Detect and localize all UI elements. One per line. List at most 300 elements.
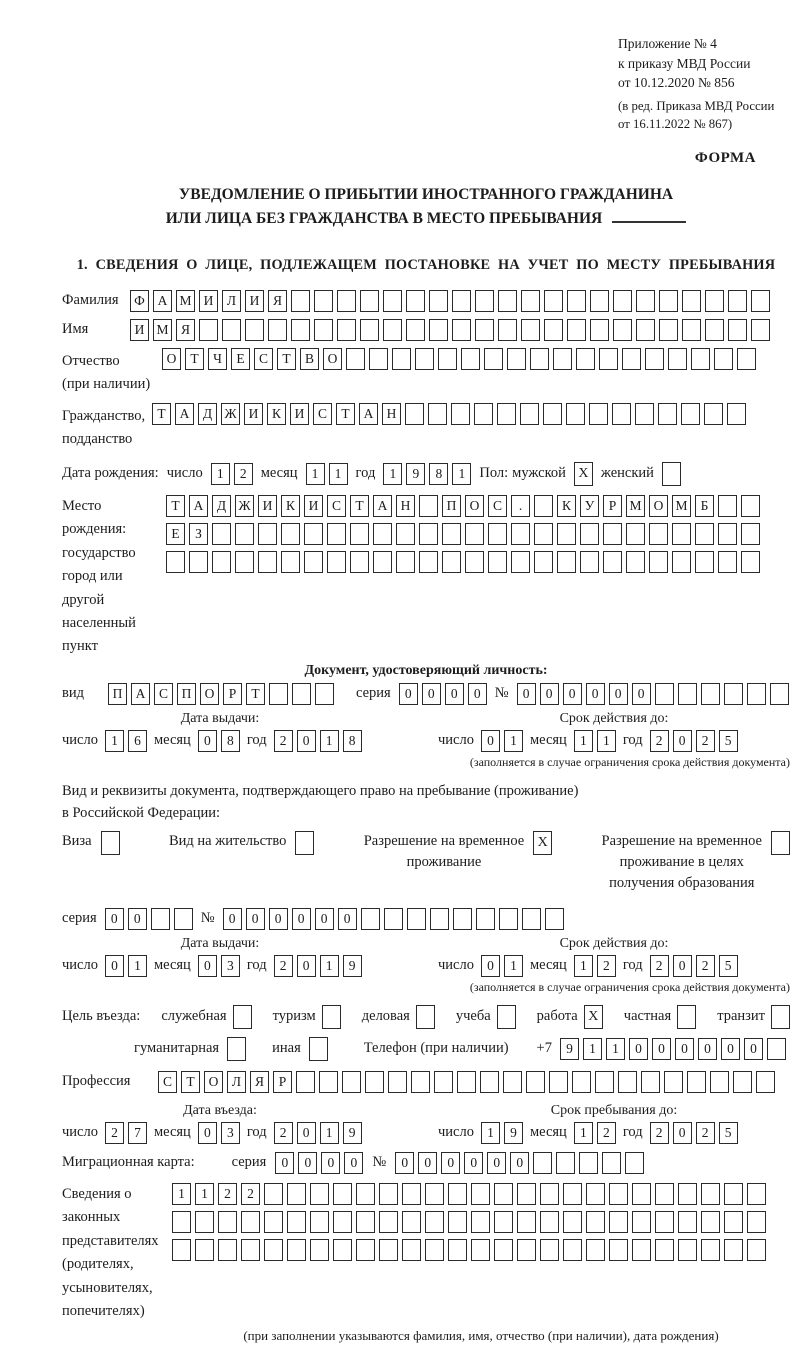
char-box[interactable] bbox=[452, 319, 471, 341]
char-box[interactable] bbox=[315, 683, 334, 705]
char-box[interactable] bbox=[507, 348, 526, 370]
char-box[interactable] bbox=[659, 290, 678, 312]
char-box[interactable] bbox=[520, 403, 539, 425]
char-box[interactable]: 1 bbox=[195, 1183, 214, 1205]
char-box[interactable]: 1 bbox=[306, 463, 325, 485]
char-box[interactable]: 1 bbox=[128, 955, 147, 977]
char-box[interactable] bbox=[406, 290, 425, 312]
char-box[interactable]: Н bbox=[382, 403, 401, 425]
char-box[interactable] bbox=[392, 348, 411, 370]
char-box[interactable]: Ч bbox=[208, 348, 227, 370]
char-box[interactable] bbox=[553, 348, 572, 370]
char-box[interactable] bbox=[613, 319, 632, 341]
char-box[interactable] bbox=[407, 908, 426, 930]
char-box[interactable]: Я bbox=[268, 290, 287, 312]
char-box[interactable]: 9 bbox=[343, 1122, 362, 1144]
char-box[interactable] bbox=[549, 1071, 568, 1093]
char-box[interactable] bbox=[705, 290, 724, 312]
char-box[interactable]: 0 bbox=[275, 1152, 294, 1174]
char-box[interactable]: С bbox=[158, 1071, 177, 1093]
char-box[interactable] bbox=[511, 523, 530, 545]
char-box[interactable] bbox=[540, 1183, 559, 1205]
char-box[interactable] bbox=[494, 1239, 513, 1261]
char-box[interactable] bbox=[361, 908, 380, 930]
char-box[interactable] bbox=[497, 403, 516, 425]
char-box[interactable] bbox=[356, 1211, 375, 1233]
char-box[interactable] bbox=[333, 1183, 352, 1205]
char-box[interactable]: О bbox=[649, 495, 668, 517]
char-box[interactable] bbox=[419, 551, 438, 573]
char-box[interactable] bbox=[465, 551, 484, 573]
char-box[interactable]: 2 bbox=[105, 1122, 124, 1144]
char-box[interactable]: Т bbox=[152, 403, 171, 425]
char-box[interactable]: Б bbox=[695, 495, 714, 517]
char-box[interactable] bbox=[747, 683, 766, 705]
char-box[interactable] bbox=[563, 1211, 582, 1233]
char-box[interactable]: 0 bbox=[399, 683, 418, 705]
char-box[interactable] bbox=[499, 908, 518, 930]
char-box[interactable]: 0 bbox=[297, 1122, 316, 1144]
char-box[interactable]: 2 bbox=[650, 730, 669, 752]
char-box[interactable] bbox=[618, 1071, 637, 1093]
char-box[interactable]: Е bbox=[166, 523, 185, 545]
char-box[interactable]: С bbox=[254, 348, 273, 370]
checkbox-cell[interactable] bbox=[416, 1005, 435, 1029]
char-box[interactable]: 1 bbox=[105, 730, 124, 752]
char-box[interactable] bbox=[304, 551, 323, 573]
char-box[interactable] bbox=[691, 348, 710, 370]
char-box[interactable] bbox=[212, 551, 231, 573]
char-box[interactable]: Н bbox=[396, 495, 415, 517]
char-box[interactable] bbox=[733, 1071, 752, 1093]
char-box[interactable] bbox=[543, 403, 562, 425]
char-box[interactable] bbox=[218, 1239, 237, 1261]
checkbox-cell[interactable] bbox=[662, 462, 681, 486]
char-box[interactable] bbox=[342, 1071, 361, 1093]
char-box[interactable] bbox=[580, 523, 599, 545]
char-box[interactable] bbox=[718, 495, 737, 517]
char-box[interactable] bbox=[567, 319, 586, 341]
char-box[interactable] bbox=[737, 348, 756, 370]
checkbox-cell[interactable] bbox=[771, 831, 790, 855]
char-box[interactable]: К bbox=[267, 403, 286, 425]
char-box[interactable] bbox=[517, 1239, 536, 1261]
char-box[interactable]: Л bbox=[227, 1071, 246, 1093]
char-box[interactable]: И bbox=[245, 290, 264, 312]
char-box[interactable] bbox=[448, 1183, 467, 1205]
char-box[interactable] bbox=[589, 403, 608, 425]
checkbox-cell[interactable]: X bbox=[533, 831, 552, 855]
char-box[interactable]: С bbox=[327, 495, 346, 517]
char-box[interactable] bbox=[632, 1239, 651, 1261]
char-box[interactable]: О bbox=[204, 1071, 223, 1093]
char-box[interactable] bbox=[659, 319, 678, 341]
char-box[interactable] bbox=[448, 1211, 467, 1233]
char-box[interactable]: М bbox=[626, 495, 645, 517]
char-box[interactable]: 0 bbox=[128, 908, 147, 930]
checkbox-cell[interactable] bbox=[227, 1037, 246, 1061]
char-box[interactable] bbox=[609, 1183, 628, 1205]
char-box[interactable] bbox=[360, 290, 379, 312]
char-box[interactable] bbox=[636, 290, 655, 312]
char-box[interactable]: 0 bbox=[246, 908, 265, 930]
char-box[interactable] bbox=[480, 1071, 499, 1093]
char-box[interactable] bbox=[718, 551, 737, 573]
char-box[interactable] bbox=[484, 348, 503, 370]
char-box[interactable]: М bbox=[176, 290, 195, 312]
char-box[interactable] bbox=[425, 1183, 444, 1205]
char-box[interactable] bbox=[471, 1183, 490, 1205]
char-box[interactable]: У bbox=[580, 495, 599, 517]
char-box[interactable]: Я bbox=[250, 1071, 269, 1093]
char-box[interactable]: 9 bbox=[560, 1038, 579, 1060]
char-box[interactable]: Д bbox=[198, 403, 217, 425]
char-box[interactable] bbox=[287, 1239, 306, 1261]
char-box[interactable] bbox=[586, 1239, 605, 1261]
char-box[interactable] bbox=[448, 1239, 467, 1261]
char-box[interactable]: 1 bbox=[574, 730, 593, 752]
char-box[interactable] bbox=[471, 1211, 490, 1233]
char-box[interactable]: 2 bbox=[696, 955, 715, 977]
char-box[interactable]: 0 bbox=[315, 908, 334, 930]
char-box[interactable]: 1 bbox=[504, 730, 523, 752]
char-box[interactable] bbox=[586, 1183, 605, 1205]
char-box[interactable]: Р bbox=[223, 683, 242, 705]
char-box[interactable] bbox=[540, 1239, 559, 1261]
char-box[interactable] bbox=[580, 551, 599, 573]
char-box[interactable]: Т bbox=[181, 1071, 200, 1093]
char-box[interactable] bbox=[595, 1071, 614, 1093]
char-box[interactable] bbox=[724, 1211, 743, 1233]
char-box[interactable]: Т bbox=[246, 683, 265, 705]
char-box[interactable]: К bbox=[281, 495, 300, 517]
char-box[interactable] bbox=[292, 683, 311, 705]
char-box[interactable] bbox=[718, 523, 737, 545]
char-box[interactable]: 2 bbox=[274, 1122, 293, 1144]
char-box[interactable] bbox=[291, 290, 310, 312]
char-box[interactable] bbox=[350, 551, 369, 573]
char-box[interactable] bbox=[701, 1239, 720, 1261]
char-box[interactable]: 1 bbox=[606, 1038, 625, 1060]
char-box[interactable] bbox=[442, 551, 461, 573]
char-box[interactable] bbox=[172, 1211, 191, 1233]
char-box[interactable] bbox=[641, 1071, 660, 1093]
char-box[interactable] bbox=[649, 523, 668, 545]
char-box[interactable]: 0 bbox=[609, 683, 628, 705]
char-box[interactable] bbox=[333, 1239, 352, 1261]
char-box[interactable] bbox=[402, 1183, 421, 1205]
char-box[interactable] bbox=[603, 523, 622, 545]
char-box[interactable] bbox=[724, 1239, 743, 1261]
char-box[interactable]: А bbox=[153, 290, 172, 312]
char-box[interactable]: 2 bbox=[597, 955, 616, 977]
char-box[interactable]: 1 bbox=[320, 1122, 339, 1144]
char-box[interactable]: 1 bbox=[574, 955, 593, 977]
char-box[interactable]: Л bbox=[222, 290, 241, 312]
char-box[interactable] bbox=[287, 1183, 306, 1205]
char-box[interactable] bbox=[534, 495, 553, 517]
char-box[interactable]: 5 bbox=[719, 1122, 738, 1144]
char-box[interactable]: 0 bbox=[395, 1152, 414, 1174]
char-box[interactable]: 0 bbox=[468, 683, 487, 705]
char-box[interactable]: 0 bbox=[292, 908, 311, 930]
char-box[interactable] bbox=[672, 523, 691, 545]
char-box[interactable]: 0 bbox=[269, 908, 288, 930]
char-box[interactable] bbox=[645, 348, 664, 370]
char-box[interactable] bbox=[626, 551, 645, 573]
char-box[interactable]: О bbox=[162, 348, 181, 370]
char-box[interactable] bbox=[632, 1211, 651, 1233]
char-box[interactable] bbox=[245, 319, 264, 341]
char-box[interactable] bbox=[166, 551, 185, 573]
char-box[interactable] bbox=[269, 683, 288, 705]
char-box[interactable]: 6 bbox=[128, 730, 147, 752]
char-box[interactable] bbox=[379, 1183, 398, 1205]
char-box[interactable] bbox=[402, 1239, 421, 1261]
char-box[interactable] bbox=[672, 551, 691, 573]
char-box[interactable]: 1 bbox=[597, 730, 616, 752]
char-box[interactable]: 0 bbox=[517, 683, 536, 705]
char-box[interactable]: 0 bbox=[338, 908, 357, 930]
char-box[interactable] bbox=[379, 1239, 398, 1261]
char-box[interactable]: 2 bbox=[234, 463, 253, 485]
char-box[interactable]: Т bbox=[185, 348, 204, 370]
char-box[interactable]: Р bbox=[273, 1071, 292, 1093]
char-box[interactable]: 2 bbox=[650, 955, 669, 977]
char-box[interactable]: 7 bbox=[128, 1122, 147, 1144]
char-box[interactable]: 0 bbox=[675, 1038, 694, 1060]
char-box[interactable] bbox=[471, 1239, 490, 1261]
char-box[interactable] bbox=[649, 551, 668, 573]
char-box[interactable]: Т bbox=[277, 348, 296, 370]
char-box[interactable]: . bbox=[511, 495, 530, 517]
char-box[interactable]: 0 bbox=[540, 683, 559, 705]
char-box[interactable] bbox=[337, 290, 356, 312]
char-box[interactable]: 1 bbox=[504, 955, 523, 977]
char-box[interactable] bbox=[770, 683, 789, 705]
char-box[interactable]: О bbox=[323, 348, 342, 370]
char-box[interactable] bbox=[705, 319, 724, 341]
char-box[interactable] bbox=[310, 1239, 329, 1261]
char-box[interactable] bbox=[557, 523, 576, 545]
char-box[interactable] bbox=[655, 1211, 674, 1233]
char-box[interactable] bbox=[590, 290, 609, 312]
checkbox-cell[interactable] bbox=[295, 831, 314, 855]
checkbox-cell[interactable] bbox=[677, 1005, 696, 1029]
char-box[interactable]: 3 bbox=[221, 1122, 240, 1144]
char-box[interactable] bbox=[350, 523, 369, 545]
char-box[interactable] bbox=[419, 523, 438, 545]
char-box[interactable] bbox=[488, 551, 507, 573]
char-box[interactable] bbox=[517, 1211, 536, 1233]
char-box[interactable] bbox=[402, 1211, 421, 1233]
char-box[interactable] bbox=[695, 551, 714, 573]
char-box[interactable]: Р bbox=[603, 495, 622, 517]
char-box[interactable] bbox=[333, 1211, 352, 1233]
char-box[interactable]: 1 bbox=[583, 1038, 602, 1060]
char-box[interactable] bbox=[373, 523, 392, 545]
char-box[interactable]: А bbox=[175, 403, 194, 425]
char-box[interactable] bbox=[632, 1183, 651, 1205]
char-box[interactable]: П bbox=[442, 495, 461, 517]
char-box[interactable] bbox=[522, 908, 541, 930]
char-box[interactable] bbox=[425, 1239, 444, 1261]
char-box[interactable]: 1 bbox=[481, 1122, 500, 1144]
char-box[interactable]: С bbox=[154, 683, 173, 705]
char-box[interactable] bbox=[461, 348, 480, 370]
char-box[interactable] bbox=[457, 1071, 476, 1093]
char-box[interactable] bbox=[474, 403, 493, 425]
char-box[interactable]: 0 bbox=[673, 955, 692, 977]
char-box[interactable] bbox=[756, 1071, 775, 1093]
char-box[interactable] bbox=[701, 683, 720, 705]
char-box[interactable]: Т bbox=[166, 495, 185, 517]
char-box[interactable] bbox=[151, 908, 170, 930]
char-box[interactable] bbox=[567, 290, 586, 312]
char-box[interactable] bbox=[304, 523, 323, 545]
char-box[interactable]: Ж bbox=[235, 495, 254, 517]
char-box[interactable] bbox=[258, 523, 277, 545]
char-box[interactable] bbox=[189, 551, 208, 573]
char-box[interactable] bbox=[724, 683, 743, 705]
char-box[interactable] bbox=[622, 348, 641, 370]
char-box[interactable] bbox=[557, 551, 576, 573]
char-box[interactable]: 2 bbox=[650, 1122, 669, 1144]
char-box[interactable] bbox=[327, 523, 346, 545]
char-box[interactable] bbox=[655, 683, 674, 705]
char-box[interactable]: 0 bbox=[441, 1152, 460, 1174]
char-box[interactable] bbox=[415, 348, 434, 370]
char-box[interactable] bbox=[498, 319, 517, 341]
char-box[interactable] bbox=[396, 551, 415, 573]
char-box[interactable] bbox=[419, 495, 438, 517]
char-box[interactable]: 8 bbox=[429, 463, 448, 485]
char-box[interactable] bbox=[566, 403, 585, 425]
char-box[interactable] bbox=[695, 523, 714, 545]
char-box[interactable]: 0 bbox=[586, 683, 605, 705]
char-box[interactable] bbox=[465, 523, 484, 545]
char-box[interactable] bbox=[704, 403, 723, 425]
char-box[interactable]: 5 bbox=[719, 955, 738, 977]
char-box[interactable] bbox=[498, 290, 517, 312]
char-box[interactable] bbox=[296, 1071, 315, 1093]
char-box[interactable]: И bbox=[244, 403, 263, 425]
char-box[interactable] bbox=[388, 1071, 407, 1093]
char-box[interactable]: И bbox=[130, 319, 149, 341]
char-box[interactable] bbox=[741, 523, 760, 545]
char-box[interactable] bbox=[534, 551, 553, 573]
char-box[interactable] bbox=[626, 523, 645, 545]
char-box[interactable] bbox=[678, 1183, 697, 1205]
char-box[interactable] bbox=[658, 403, 677, 425]
char-box[interactable] bbox=[475, 290, 494, 312]
char-box[interactable]: 0 bbox=[510, 1152, 529, 1174]
char-box[interactable] bbox=[451, 403, 470, 425]
char-box[interactable] bbox=[603, 551, 622, 573]
char-box[interactable]: 0 bbox=[297, 955, 316, 977]
char-box[interactable] bbox=[503, 1071, 522, 1093]
checkbox-cell[interactable] bbox=[497, 1005, 516, 1029]
char-box[interactable] bbox=[655, 1239, 674, 1261]
char-box[interactable] bbox=[544, 290, 563, 312]
char-box[interactable] bbox=[728, 319, 747, 341]
char-box[interactable]: 2 bbox=[597, 1122, 616, 1144]
char-box[interactable] bbox=[728, 290, 747, 312]
char-box[interactable] bbox=[545, 908, 564, 930]
char-box[interactable]: Е bbox=[231, 348, 250, 370]
char-box[interactable]: М bbox=[153, 319, 172, 341]
char-box[interactable]: А bbox=[131, 683, 150, 705]
char-box[interactable] bbox=[563, 1239, 582, 1261]
char-box[interactable]: 0 bbox=[481, 730, 500, 752]
char-box[interactable]: И bbox=[258, 495, 277, 517]
char-box[interactable]: А bbox=[189, 495, 208, 517]
char-box[interactable]: З bbox=[189, 523, 208, 545]
char-box[interactable] bbox=[521, 319, 540, 341]
char-box[interactable]: 1 bbox=[383, 463, 402, 485]
char-box[interactable] bbox=[747, 1183, 766, 1205]
char-box[interactable] bbox=[405, 403, 424, 425]
char-box[interactable]: 3 bbox=[221, 955, 240, 977]
char-box[interactable] bbox=[609, 1211, 628, 1233]
char-box[interactable]: 0 bbox=[418, 1152, 437, 1174]
char-box[interactable]: 9 bbox=[343, 955, 362, 977]
char-box[interactable] bbox=[590, 319, 609, 341]
char-box[interactable] bbox=[687, 1071, 706, 1093]
char-box[interactable] bbox=[767, 1038, 786, 1060]
char-box[interactable] bbox=[678, 683, 697, 705]
char-box[interactable]: 1 bbox=[320, 955, 339, 977]
char-box[interactable] bbox=[521, 290, 540, 312]
char-box[interactable] bbox=[563, 1183, 582, 1205]
char-box[interactable]: М bbox=[672, 495, 691, 517]
char-box[interactable] bbox=[172, 1239, 191, 1261]
char-box[interactable] bbox=[636, 319, 655, 341]
char-box[interactable] bbox=[425, 1211, 444, 1233]
char-box[interactable]: А bbox=[359, 403, 378, 425]
char-box[interactable]: 0 bbox=[632, 683, 651, 705]
char-box[interactable] bbox=[195, 1211, 214, 1233]
char-box[interactable] bbox=[612, 403, 631, 425]
char-box[interactable] bbox=[452, 290, 471, 312]
char-box[interactable]: 0 bbox=[297, 730, 316, 752]
char-box[interactable] bbox=[310, 1183, 329, 1205]
char-box[interactable]: 2 bbox=[218, 1183, 237, 1205]
char-box[interactable] bbox=[195, 1239, 214, 1261]
char-box[interactable]: 2 bbox=[241, 1183, 260, 1205]
char-box[interactable]: О bbox=[200, 683, 219, 705]
char-box[interactable] bbox=[534, 523, 553, 545]
char-box[interactable] bbox=[281, 523, 300, 545]
char-box[interactable]: 1 bbox=[452, 463, 471, 485]
char-box[interactable]: С bbox=[313, 403, 332, 425]
char-box[interactable] bbox=[488, 523, 507, 545]
char-box[interactable] bbox=[314, 319, 333, 341]
char-box[interactable]: Ж bbox=[221, 403, 240, 425]
char-box[interactable]: Т bbox=[350, 495, 369, 517]
char-box[interactable] bbox=[434, 1071, 453, 1093]
char-box[interactable] bbox=[356, 1239, 375, 1261]
char-box[interactable]: 2 bbox=[696, 730, 715, 752]
char-box[interactable] bbox=[586, 1211, 605, 1233]
char-box[interactable] bbox=[268, 319, 287, 341]
char-box[interactable] bbox=[235, 551, 254, 573]
checkbox-cell[interactable] bbox=[101, 831, 120, 855]
char-box[interactable]: 1 bbox=[320, 730, 339, 752]
char-box[interactable] bbox=[668, 348, 687, 370]
char-box[interactable] bbox=[599, 348, 618, 370]
char-box[interactable] bbox=[411, 1071, 430, 1093]
